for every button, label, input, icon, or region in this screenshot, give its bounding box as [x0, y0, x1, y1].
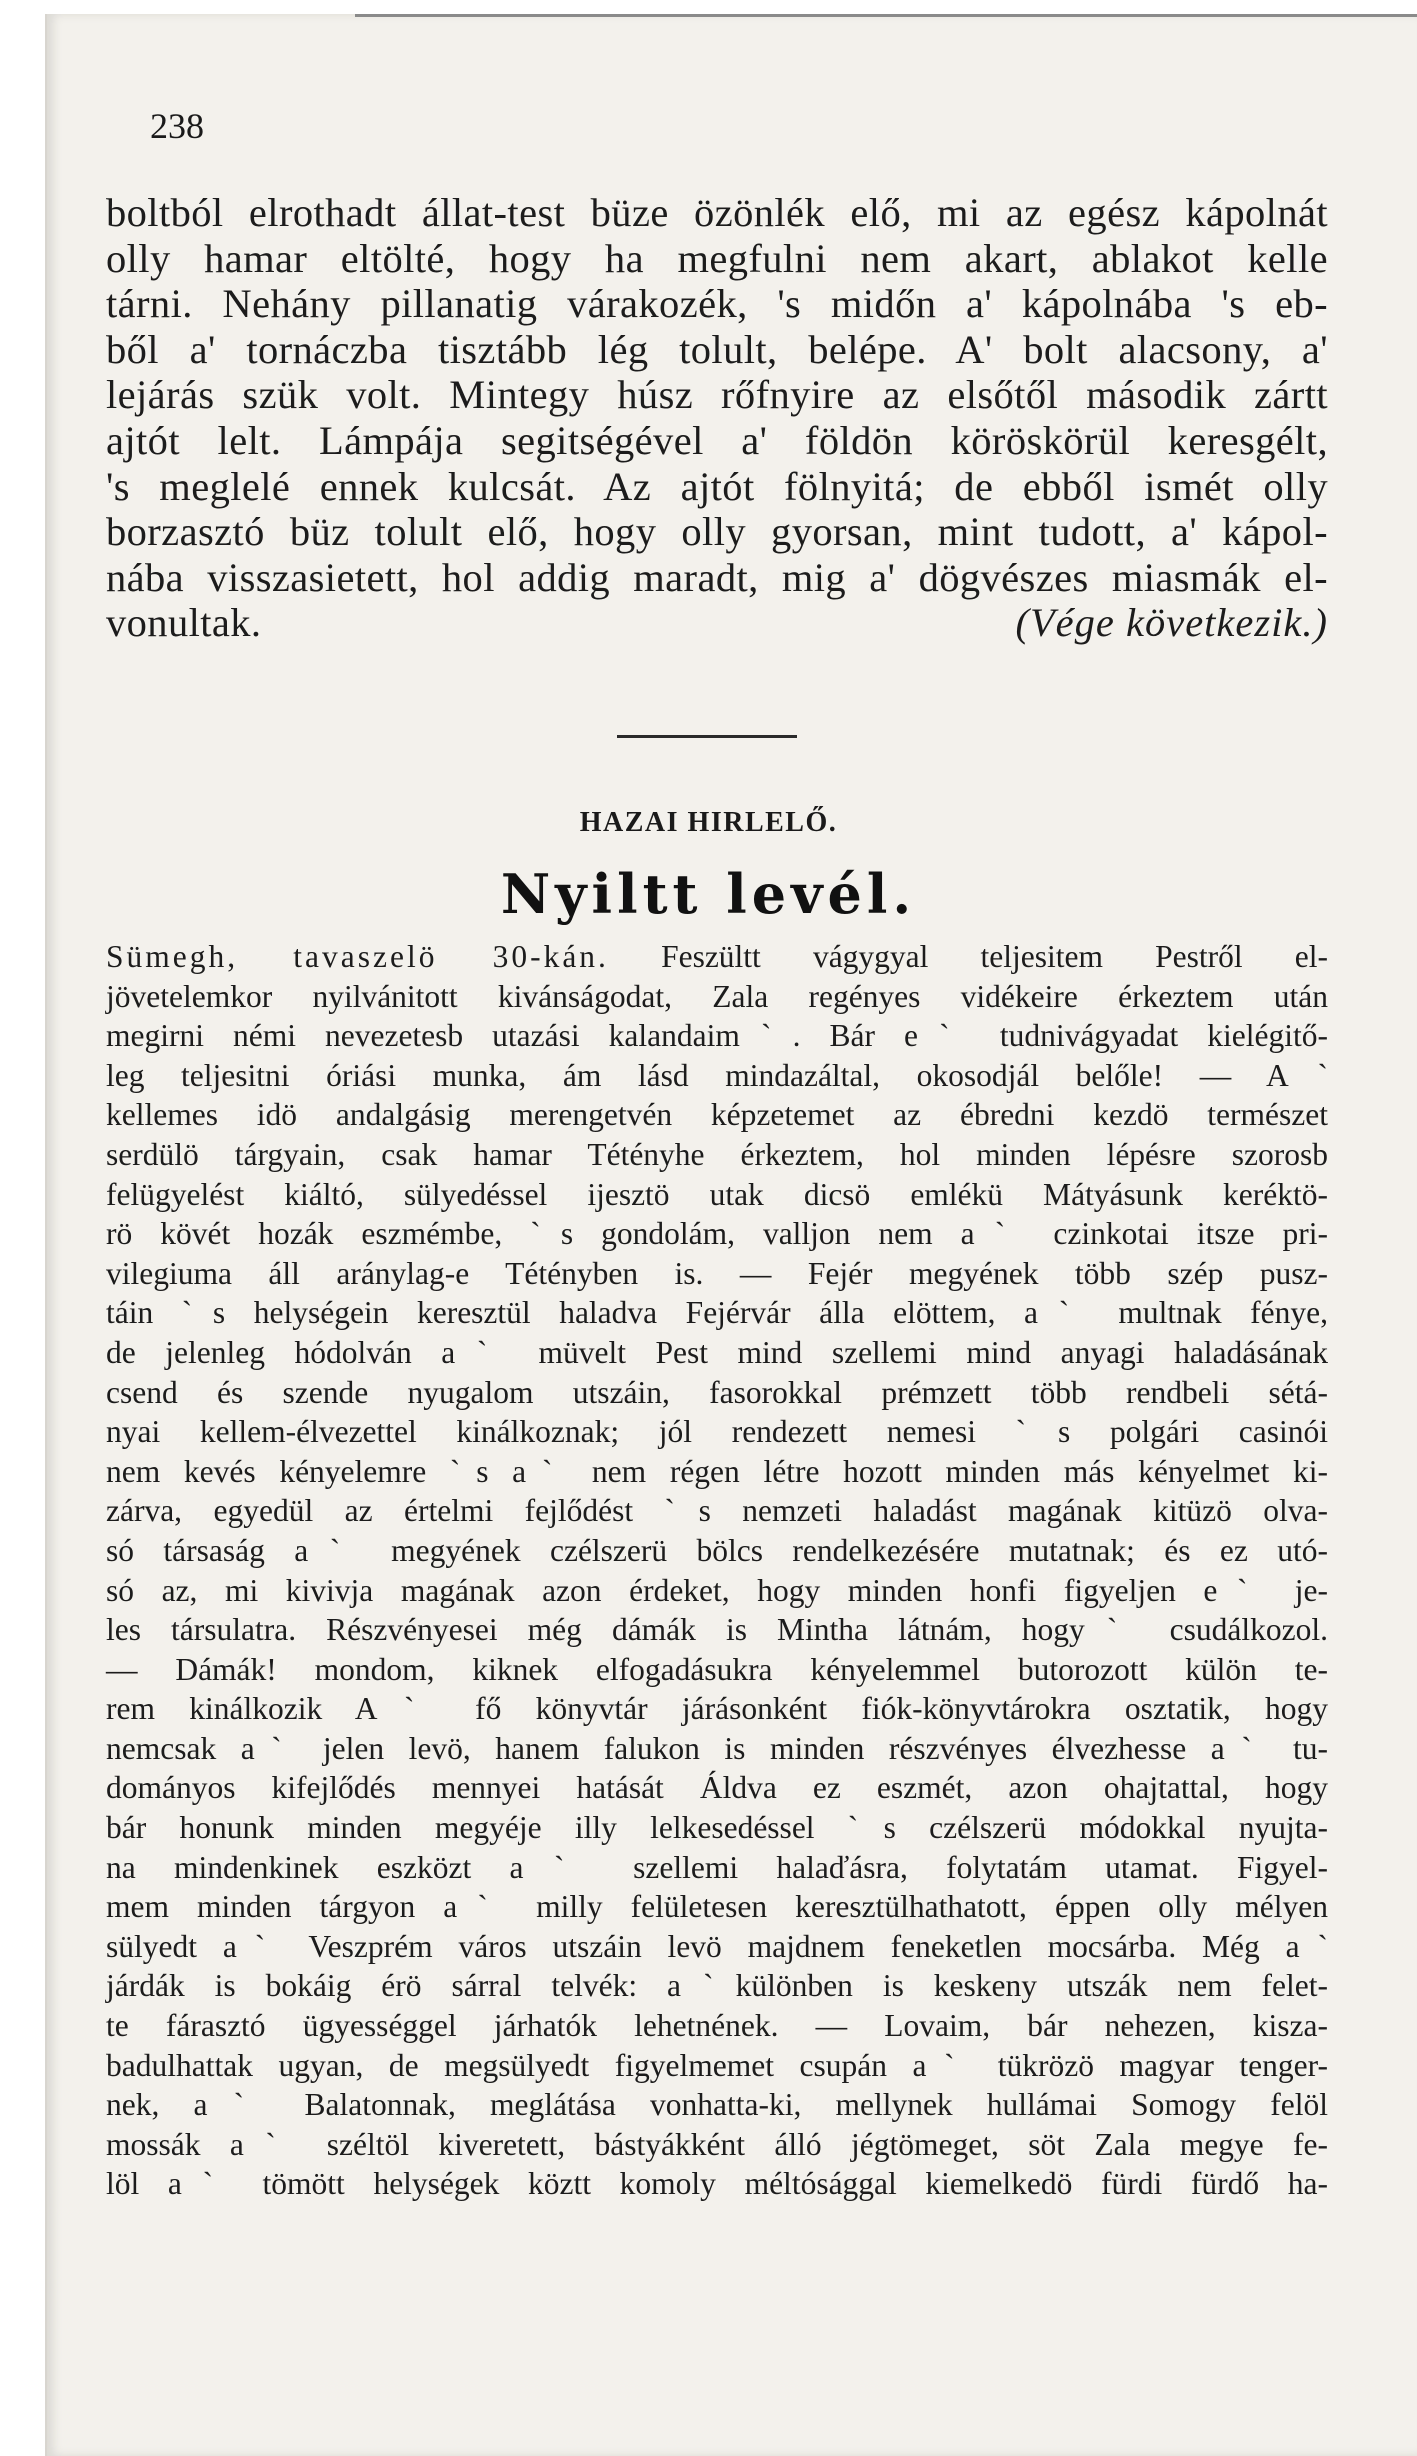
text-line: nem kevés kényelemre ˋs aˋ nem régen létre hozott minden más kényelmet ki-	[106, 1453, 1328, 1489]
text-line: csend és szende nyugalom utszáin, fasorokkal prémzett több rendbeli sétá-	[106, 1374, 1328, 1410]
text-line: 's meglelé ennek kulcsát. Az ajtót fölnyitá; de ebből ismét olly	[106, 463, 1328, 509]
text-line: leg teljesitni óriási munka, ám lásd mindazáltal, okosodjál belőle! — Aˋ	[106, 1057, 1328, 1093]
text-line: de jelenleg hódolván aˋ müvelt Pest mind szellemi mind anyagi haladásának	[106, 1334, 1328, 1370]
text-line: borzasztó büz tolult elő, hogy olly gyorsan, mint tudott, a' kápol-	[106, 509, 1328, 555]
text-line: zárva, egyedül az értelmi fejlődést ˋs nemzeti haladást magának kitüzö olva-	[106, 1493, 1328, 1529]
text-line: rem kinálkozik Aˋ fő könyvtár járásonként fiók-könyvtárokra osztatik, hogy	[106, 1691, 1328, 1727]
text-line: táin ˋs helységein keresztül haladva Fejérvár álla elöttem, aˋ multnak fénye,	[106, 1295, 1328, 1331]
text-line: vilegiuma áll aránylag-e Tétényben is. — Fejér megyének több szép pusz-	[106, 1255, 1328, 1291]
top-edge-line	[355, 14, 1417, 17]
text-line: nyai kellem-élvezettel kinálkoznak; jól rendezett nemesi ˋs polgári casinói	[106, 1414, 1328, 1450]
text-line: felügyelést kiáltó, sülyedéssel ijesztö utak dicsö emlékü Mátyásunk keréktö-	[106, 1176, 1328, 1212]
text-line: les társulatra. Részvényesei még dámák is Mintha látnám, hogyˋ csudálkozol.	[106, 1612, 1328, 1648]
section-heading: HAZAI HIRLELŐ.	[579, 807, 838, 838]
text-line: löl aˋ tömött helységek köztt komoly méltósággal kiemelkedö fürdi fürdő ha-	[106, 2166, 1328, 2202]
text-line: boltból elrothadt állat-test büze özönlék elő, mi az egész kápolnát	[106, 190, 1328, 235]
text-line: olly hamar eltölté, hogy ha megfulni nem akart, ablakot kelle	[106, 235, 1328, 281]
text-line: járdák is bokáig érö sárral telvék: aˋkülönben is keskeny utszák nem felet-	[106, 1968, 1328, 2004]
text-line: ből a' tornáczba tisztább lég tolult, belépe. A' bolt alacsony, a'	[106, 326, 1328, 372]
text-line: bár honunk minden megyéje illy lelkesedéssel ˋs czélszerü módokkal nyujta-	[106, 1810, 1328, 1846]
text-line: lejárás szük volt. Mintegy húsz rőfnyire az elsőtől második zártt	[106, 372, 1328, 418]
dateline: Sümegh, tavaszelö 30-kán.	[106, 939, 609, 974]
text-line: te fárasztó ügyességgel járhatók lehetnének. — Lovaim, bár nehezen, kisza-	[106, 2008, 1328, 2044]
text-line: sülyedt aˋ Veszprém város utszáin levö majdnem feneketlen mocsárba. Még aˋ	[106, 1928, 1328, 1964]
first-line-text: Feszültt vágygyal teljesitem Pestről el-	[608, 939, 1328, 974]
text-line: serdülö tárgyain, csak hamar Tétényhe érkeztem, hol minden lépésre szorosb	[106, 1136, 1328, 1172]
letter-body	[106, 937, 1328, 2204]
text-line: mossák aˋ széltöl kiveretett, bástyákként álló jégtömeget, söt Zala megye fe-	[106, 2126, 1328, 2162]
text-line: — Dámák! mondom, kiknek elfogadásukra kényelemmel butorozott külön te-	[106, 1651, 1328, 1687]
text-line: nek, aˋ Balatonnak, meglátása vonhatta-ki, mellynek hullámai Somogy felöl	[106, 2087, 1328, 2123]
text-line: ajtót lelt. Lámpája segitségével a' földön köröskörül keresgélt,	[106, 417, 1328, 463]
text-line: nemcsak aˋ jelen levö, hanem falukon is minden részvényes élvezhesse aˋ tu-	[106, 1730, 1328, 1766]
section-divider	[617, 735, 797, 738]
text-line-last	[106, 600, 1328, 646]
text-line-first	[106, 937, 1328, 977]
text-line: na mindenkinek eszközt aˋ szellemi halaďásra, folytatám utamat. Figyel-	[106, 1849, 1328, 1885]
text-line: megirni némi nevezetesb utazási kalandaimˋ. Bár eˋ tudnivágyadat kielégitő-	[106, 1018, 1328, 1054]
last-line-text: vonultak.	[106, 600, 262, 646]
text-line: só társaság aˋ megyének czélszerü bölcs rendelkezésére mutatnak; és ez utó-	[106, 1532, 1328, 1568]
continuation-note: (Vége következik.)	[1015, 600, 1328, 646]
text-line: dományos kifejlődés mennyei hatását Áldva ez eszmét, azon ohajtattal, hogy	[106, 1770, 1328, 1806]
page-number: 238	[150, 106, 204, 146]
text-line: só az, mi kivivja magának azon érdeket, hogy minden honfi figyeljen eˋ je-	[106, 1572, 1328, 1608]
upper-paragraph	[106, 190, 1328, 646]
text-line: rö kövét hozák eszmémbe, ˋs gondolám, valljon nem aˋ czinkotai itsze pri-	[106, 1216, 1328, 1252]
text-line: mem minden tárgyon aˋ milly felületesen keresztülhathatott, éppen olly mélyen	[106, 1889, 1328, 1925]
article-title: Nyiltt levél.	[500, 862, 917, 926]
text-line: kellemes idö andalgásig merengetvén képzetemet az ébredni kezdö természet	[106, 1097, 1328, 1133]
text-line: badulhattak ugyan, de megsülyedt figyelmemet csupán aˋ tükrözö magyar tenger-	[106, 2047, 1328, 2083]
text-line: tárni. Nehány pillanatig várakozék, 's midőn a' kápolnába 's eb-	[106, 281, 1328, 327]
text-line: jövetelemkor nyilvánitott kivánságodat, Zala regényes vidékeire érkeztem után	[106, 978, 1328, 1014]
text-line: nába visszasietett, hol addig maradt, mig a' dögvészes miasmák el-	[106, 554, 1328, 600]
